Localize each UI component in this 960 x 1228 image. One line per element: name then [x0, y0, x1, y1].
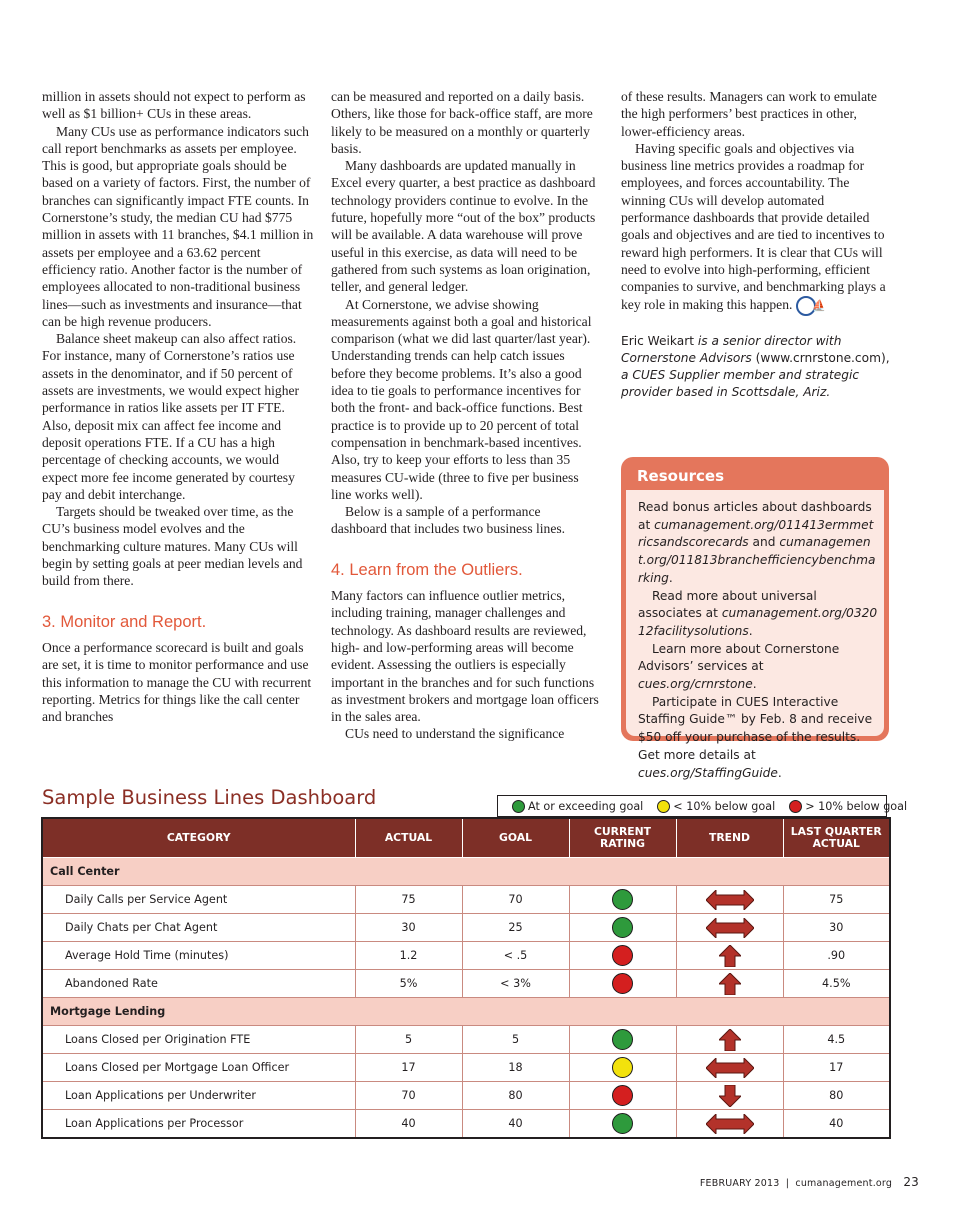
body-paragraph: can be measured and reported on a daily basis. Others, like those for back-office staff, are more likely to be measured on a monthly or quarterly basis. — [331, 89, 593, 156]
body-paragraph: of these results. Managers can work to emulate the high performers’ best practices in other, lower-efficiency areas. — [621, 89, 877, 139]
category-row — [42, 858, 890, 886]
goal-cell: 70 — [462, 886, 569, 914]
trend-cell — [676, 914, 783, 942]
trend-cell — [676, 886, 783, 914]
table-row — [42, 914, 890, 942]
rating-cell — [569, 1082, 676, 1110]
body-paragraph: Targets should be tweaked over time, as the CU’s business model evolves and the benchmarking culture matures. Many CUs will begin by setting goals at peer median levels and build from there. — [42, 504, 303, 589]
actual-cell: 17 — [355, 1054, 462, 1082]
body-paragraph — [621, 140, 891, 316]
trend-flat-arrow-icon — [706, 1114, 754, 1134]
rating-cell — [569, 1054, 676, 1082]
metric-label: Abandoned Rate — [42, 970, 355, 998]
resources-link[interactable]: cues.org/crnrstone — [638, 677, 753, 692]
legend-dot-icon — [789, 800, 802, 813]
last-quarter-cell: 75 — [783, 886, 890, 914]
last-quarter-cell: 4.5 — [783, 1026, 890, 1054]
body-paragraph: Below is a sample of a performance dashboard that includes two business lines. — [331, 504, 566, 537]
goal-cell: 25 — [462, 914, 569, 942]
footer-site: cumanagement.org — [795, 1178, 893, 1189]
table-row — [42, 1082, 890, 1110]
rating-cell — [569, 886, 676, 914]
last-quarter-cell: 40 — [783, 1110, 890, 1139]
resources-text: Participate in CUES Interactive Staffing Guide™ by Feb. 8 and receive $50 off your purchase of the results. Get more details at — [638, 694, 873, 762]
goal-cell: < 3% — [462, 970, 569, 998]
dashboard-title: Sample Business Lines Dashboard — [42, 786, 377, 809]
rating-cell — [569, 914, 676, 942]
column-header: GOAL — [462, 818, 569, 858]
trend-cell — [676, 942, 783, 970]
trend-flat-arrow-icon — [706, 1058, 754, 1078]
rating-cell — [569, 942, 676, 970]
footer-separator: | — [785, 1178, 790, 1189]
actual-cell: 75 — [355, 886, 462, 914]
resources-link[interactable]: cumanagement.org/011413ermmetricsandscorecards — [638, 517, 874, 550]
column-header: LAST QUARTER ACTUAL — [783, 818, 890, 858]
rating-dot-icon — [612, 1057, 633, 1078]
rating-cell — [569, 970, 676, 998]
resources-item: Participate in CUES Interactive Staffing Guide™ by Feb. 8 and receive $50 off your purchase of the results. Get more details at cues.org/StaffingGuide. — [638, 694, 873, 780]
actual-cell: 5% — [355, 970, 462, 998]
metric-label: Loan Applications per Processor — [42, 1110, 355, 1139]
last-quarter-cell: 80 — [783, 1082, 890, 1110]
table-row — [42, 1054, 890, 1082]
actual-cell: 1.2 — [355, 942, 462, 970]
trend-cell — [676, 1110, 783, 1139]
rating-dot-icon — [612, 889, 633, 910]
resources-link[interactable]: cues.org/StaffingGuide — [638, 765, 778, 780]
metric-label: Loans Closed per Origination FTE — [42, 1026, 355, 1054]
resources-link[interactable]: cumanagement.org/032012facilitysolutions — [638, 606, 878, 638]
trend-cell — [676, 1054, 783, 1082]
author-role-rest: a CUES Supplier member and strategic provider based in Scottsdale, Ariz. — [621, 367, 860, 399]
legend-item — [657, 800, 775, 813]
trend-cell — [676, 1082, 783, 1110]
resources-text: Read bonus articles about dashboards at — [638, 500, 872, 532]
category-label: Mortgage Lending — [42, 998, 890, 1026]
article-column-2 — [331, 88, 599, 743]
resources-box — [621, 457, 889, 780]
legend-dot-icon — [657, 800, 670, 813]
rating-dot-icon — [612, 1029, 633, 1050]
trend-cell — [676, 970, 783, 998]
actual-cell: 40 — [355, 1110, 462, 1139]
resources-item: Read more about universal associates at cumanagement.org/032012facilitysolutions. — [638, 588, 878, 638]
category-row — [42, 998, 890, 1026]
column-header: CURRENT RATING — [569, 818, 676, 858]
goal-cell: 40 — [462, 1110, 569, 1139]
goal-cell: 18 — [462, 1054, 569, 1082]
actual-cell: 30 — [355, 914, 462, 942]
body-paragraph: At Cornerstone, we advise showing measurements against both a goal and historical comparison (what we did last quarter/last year). Understanding trends can help catch issues before they become problems. It’s also a good idea to tie goals to performance incentives for both the front- and back-office functions. Best practice is to provide up to 20 percent of total compensation in benchmark-based incentives. Also, try to keep your efforts to less than 35 measures CU-wide (three to five per business line works well). — [331, 296, 592, 502]
goal-cell: 5 — [462, 1026, 569, 1054]
body-text: Having specific goals and objectives via business line metrics provides a roadmap for employees, and forces accountability. The winning CUs will develop automated performance dashboards that provide detailed goals and objectives and are tied to incentives to reward high performers. It is clear that CUs will need to evolve into high-performing, efficient companies to survive, and benchmarking plays a key role in making this happen. — [621, 140, 886, 312]
resources-text: Learn more about Cornerstone Advisors’ services at — [638, 641, 840, 674]
legend-item — [789, 800, 907, 813]
body-paragraph: Once a performance scorecard is built and goals are set, it is time to monitor performance and use this information to manage the CU with recurrent reporting. Metrics for things like the call center and branches — [42, 639, 312, 725]
table-row — [42, 1110, 890, 1139]
author-site[interactable]: (www.crnrstone.com), — [755, 350, 890, 365]
resources-body — [626, 490, 884, 780]
rating-dot-icon — [612, 945, 633, 966]
column-header: CATEGORY — [42, 818, 355, 858]
author-role: is a senior director with Cornerstone Advisors — [621, 333, 842, 365]
legend-label: > 10% below goal — [805, 799, 908, 813]
metric-label: Daily Chats per Chat Agent — [42, 914, 355, 942]
rating-cell — [569, 1026, 676, 1054]
actual-cell: 5 — [355, 1026, 462, 1054]
last-quarter-cell: 4.5% — [783, 970, 890, 998]
rating-dot-icon — [612, 917, 633, 938]
legend-item — [512, 800, 643, 813]
article-column-1 — [42, 88, 314, 725]
goal-cell: 80 — [462, 1082, 569, 1110]
column-header: ACTUAL — [355, 818, 462, 858]
body-paragraph: CUs need to understand the significance — [345, 726, 565, 742]
body-paragraph: Balance sheet makeup can also affect ratios. For instance, many of Cornerstone’s ratios use assets in the denominator, and if 50 percent of assets are investments, we would expect higher performance in ratios like assets per IT FTE. Also, deposit mix can affect fee income and deposit operations FTE. If a CU has a high percentage of checking accounts, we would expect more fee income generated by courtesy pay and debit interchange. — [42, 331, 300, 502]
author-name: Eric Weikart — [621, 333, 694, 348]
column-header: TREND — [676, 818, 783, 858]
rating-cell — [569, 1110, 676, 1139]
trend-down-arrow-icon — [719, 1085, 741, 1107]
trend-up-arrow-icon — [719, 973, 741, 995]
table-row — [42, 970, 890, 998]
resources-item: Read bonus articles about dashboards at cumanagement.org/011413ermmetricsandscorecards and cumanagement.org/011813branchefficiencybenchmarking. — [638, 500, 876, 585]
end-of-article-icon: ⛵ — [796, 296, 816, 316]
page-number: 23 — [903, 1175, 919, 1189]
rating-dot-icon — [612, 973, 633, 994]
body-paragraph: Many factors can influence outlier metrics, including training, manager challenges and technology. As dashboard results are reviewed, high- and low-performing areas will become evident. Assessing the outliers is especially important in the branches and for such functions as investment brokers and mortgage loan officers in the sales area. — [331, 588, 599, 725]
legend-label: At or exceeding goal — [528, 799, 644, 813]
trend-cell — [676, 1026, 783, 1054]
last-quarter-cell: 17 — [783, 1054, 890, 1082]
metric-label: Average Hold Time (minutes) — [42, 942, 355, 970]
body-paragraph: Many dashboards are updated manually in Excel every quarter, a best practice as dashboard technology providers continue to evolve. In the future, hopefully more “out of the box” products will be available. A data warehouse will prove useful in this exercise, as data will need to be gathered from such systems as loan origination, teller, and general ledger. — [331, 158, 596, 295]
rating-dot-icon — [612, 1113, 633, 1134]
trend-up-arrow-icon — [719, 1029, 741, 1051]
resources-link[interactable]: cumanagement.org/011813branchefficiencybenchmarking — [638, 535, 876, 585]
section-heading-learn-outliers: 4. Learn from the Outliers. — [331, 560, 523, 579]
section-heading-monitor-report: 3. Monitor and Report. — [42, 612, 207, 631]
goal-cell: < .5 — [462, 942, 569, 970]
dashboard-legend — [497, 795, 908, 817]
table-header-row — [42, 818, 890, 858]
resources-item: Learn more about Cornerstone Advisors’ services at cues.org/crnrstone. — [638, 641, 840, 692]
page-footer — [700, 1175, 919, 1189]
trend-up-arrow-icon — [719, 945, 741, 967]
table-row — [42, 1026, 890, 1054]
metric-label: Daily Calls per Service Agent — [42, 886, 355, 914]
resources-text: and — [752, 535, 776, 550]
resources-text: Read more about universal associates at — [638, 588, 817, 621]
trend-flat-arrow-icon — [706, 890, 754, 910]
body-paragraph: million in assets should not expect to perform as well as $1 billion+ CUs in these areas. — [42, 89, 306, 122]
article-column-3 — [621, 88, 891, 401]
category-label: Call Center — [42, 858, 890, 886]
actual-cell: 70 — [355, 1082, 462, 1110]
legend-dot-icon — [512, 800, 525, 813]
table-row — [42, 942, 890, 970]
author-byline — [621, 333, 891, 401]
legend-label: < 10% below goal — [673, 799, 776, 813]
body-paragraph: Many CUs use as performance indicators such call report benchmarks as assets per employee. This is good, but appropriate goals should be based on a variety of factors. First, the number of branches can significantly impact FTE counts. In Cornerstone’s study, the median CU had $775 million in assets with 11 branches, $4.1 million in assets per employee and a 63.62 percent efficiency ratio. Another factor is the number of employees allocated to non-traditional business lines—such as investments and insurance—that can be high revenue producers. — [42, 123, 314, 329]
rating-dot-icon — [612, 1085, 633, 1106]
resources-title: Resources — [637, 467, 725, 485]
issue-date: FEBRUARY 2013 — [699, 1178, 780, 1189]
last-quarter-cell: .90 — [783, 942, 890, 970]
metric-label: Loans Closed per Mortgage Loan Officer — [42, 1054, 355, 1082]
last-quarter-cell: 30 — [783, 914, 890, 942]
dashboard-table — [41, 817, 891, 1139]
table-row — [42, 886, 890, 914]
metric-label: Loan Applications per Underwriter — [42, 1082, 355, 1110]
trend-flat-arrow-icon — [706, 918, 754, 938]
